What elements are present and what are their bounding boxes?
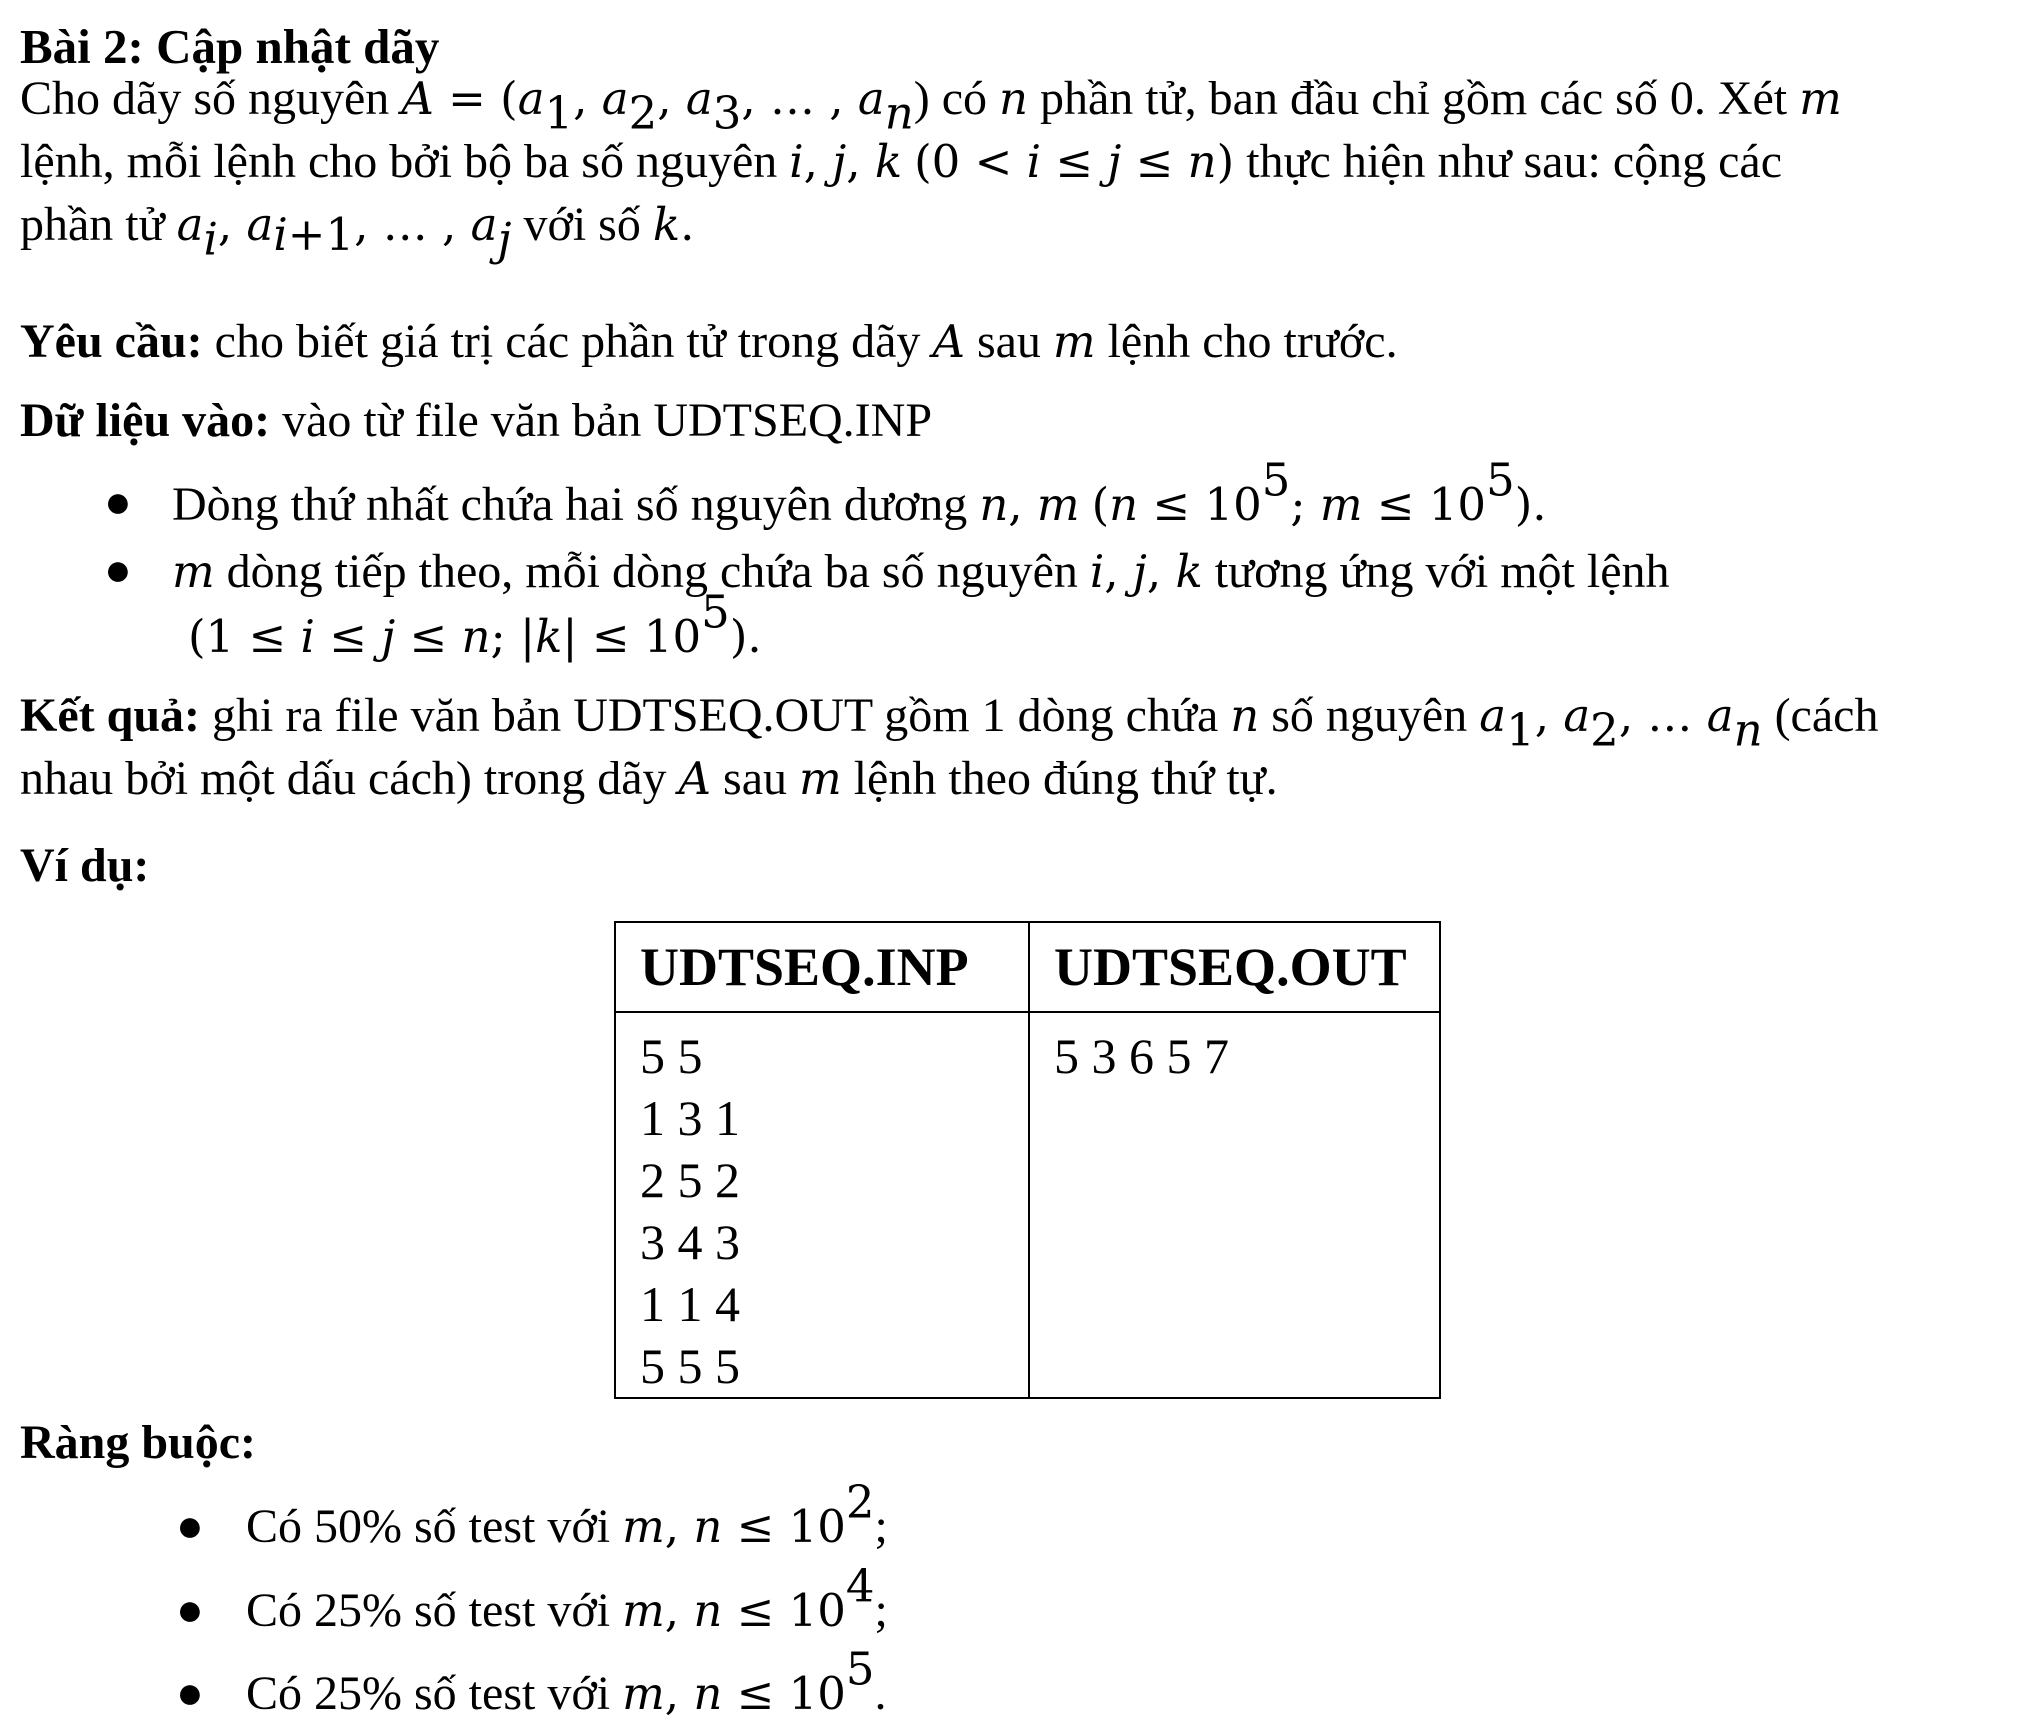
example-table	[614, 921, 1441, 1399]
output-cell	[1029, 1012, 1440, 1398]
header-output: UDTSEQ.OUT	[1029, 922, 1440, 1012]
constraint-item: Có 50% số test với m, $n \le 10^2$;	[246, 1475, 888, 1553]
input-line: 1 1 4	[640, 1276, 740, 1332]
constraint-item: Có 25% số test với m, $n \le 10^4$;	[246, 1559, 888, 1637]
input-line: 3 4 3	[640, 1214, 740, 1270]
constraint-item: Có 25% số test với m, $n \le 10^5$.	[246, 1642, 887, 1720]
input-bullet-2-cont: (1 ≤ i ≤ j ≤ n; $|k| \le 10^5$).	[188, 585, 762, 663]
intro-line-1: Cho dãy số nguyên $A = (a_1$, $a_2$, $a_3$, … , $a_n$) có n phần tử, ban đầu chỉ gồm các số 0. Xét m	[20, 72, 1842, 140]
table-header-row	[615, 922, 1440, 1012]
output-line: 5 3 6 5 7	[1054, 1028, 1229, 1084]
problem-title: Bài 2: Cập nhật dãy	[20, 19, 440, 74]
input-line: 5 5 5	[640, 1338, 740, 1394]
input-line: 5 5	[640, 1028, 703, 1084]
example-heading: Ví dụ:	[20, 839, 150, 892]
output-line-1: Kết quả: ghi ra file văn bản UDTSEQ.OUT gồm 1 dòng chứa n số nguyên $a_1$, $a_2$, … $a_n$ (cách	[20, 689, 1879, 757]
requirement: Yêu cầu: cho biết giá trị các phần tử trong dãy A sau m lệnh cho trước.	[20, 315, 1398, 368]
intro-line-2: lệnh, mỗi lệnh cho bởi bộ ba số nguyên i, j, k (0 < i ≤ j ≤ n) thực hiện như sau: cộng các	[20, 135, 1783, 188]
constraints-heading: Ràng buộc:	[20, 1416, 257, 1469]
bullet-icon: ●	[176, 1667, 204, 1718]
input-cell	[615, 1012, 1029, 1398]
bullet-icon: ●	[176, 1584, 204, 1635]
bullet-icon: ●	[104, 476, 132, 527]
input-heading: Dữ liệu vào: vào từ file văn bản UDTSEQ.INP	[20, 394, 933, 447]
input-bullet-1: Dòng thứ nhất chứa hai số nguyên dương n, m ($n \le 10^5$; $m \le 10^5$).	[172, 453, 1547, 531]
header-input: UDTSEQ.INP	[615, 922, 1029, 1012]
intro-line-3: phần tử $a_i$, $a_{i+1}$, … , $a_j$ với số k.	[20, 198, 695, 266]
table-row	[615, 1012, 1440, 1398]
input-line: 2 5 2	[640, 1152, 740, 1208]
input-bullet-2: m dòng tiếp theo, mỗi dòng chứa ba số nguyên i, j, k tương ứng với một lệnh	[172, 545, 1670, 598]
bullet-icon: ●	[104, 544, 132, 595]
input-line: 1 3 1	[640, 1090, 740, 1146]
bullet-icon: ●	[176, 1500, 204, 1551]
output-line-2: nhau bởi một dấu cách) trong dãy A sau m lệnh theo đúng thứ tự.	[20, 752, 1278, 805]
